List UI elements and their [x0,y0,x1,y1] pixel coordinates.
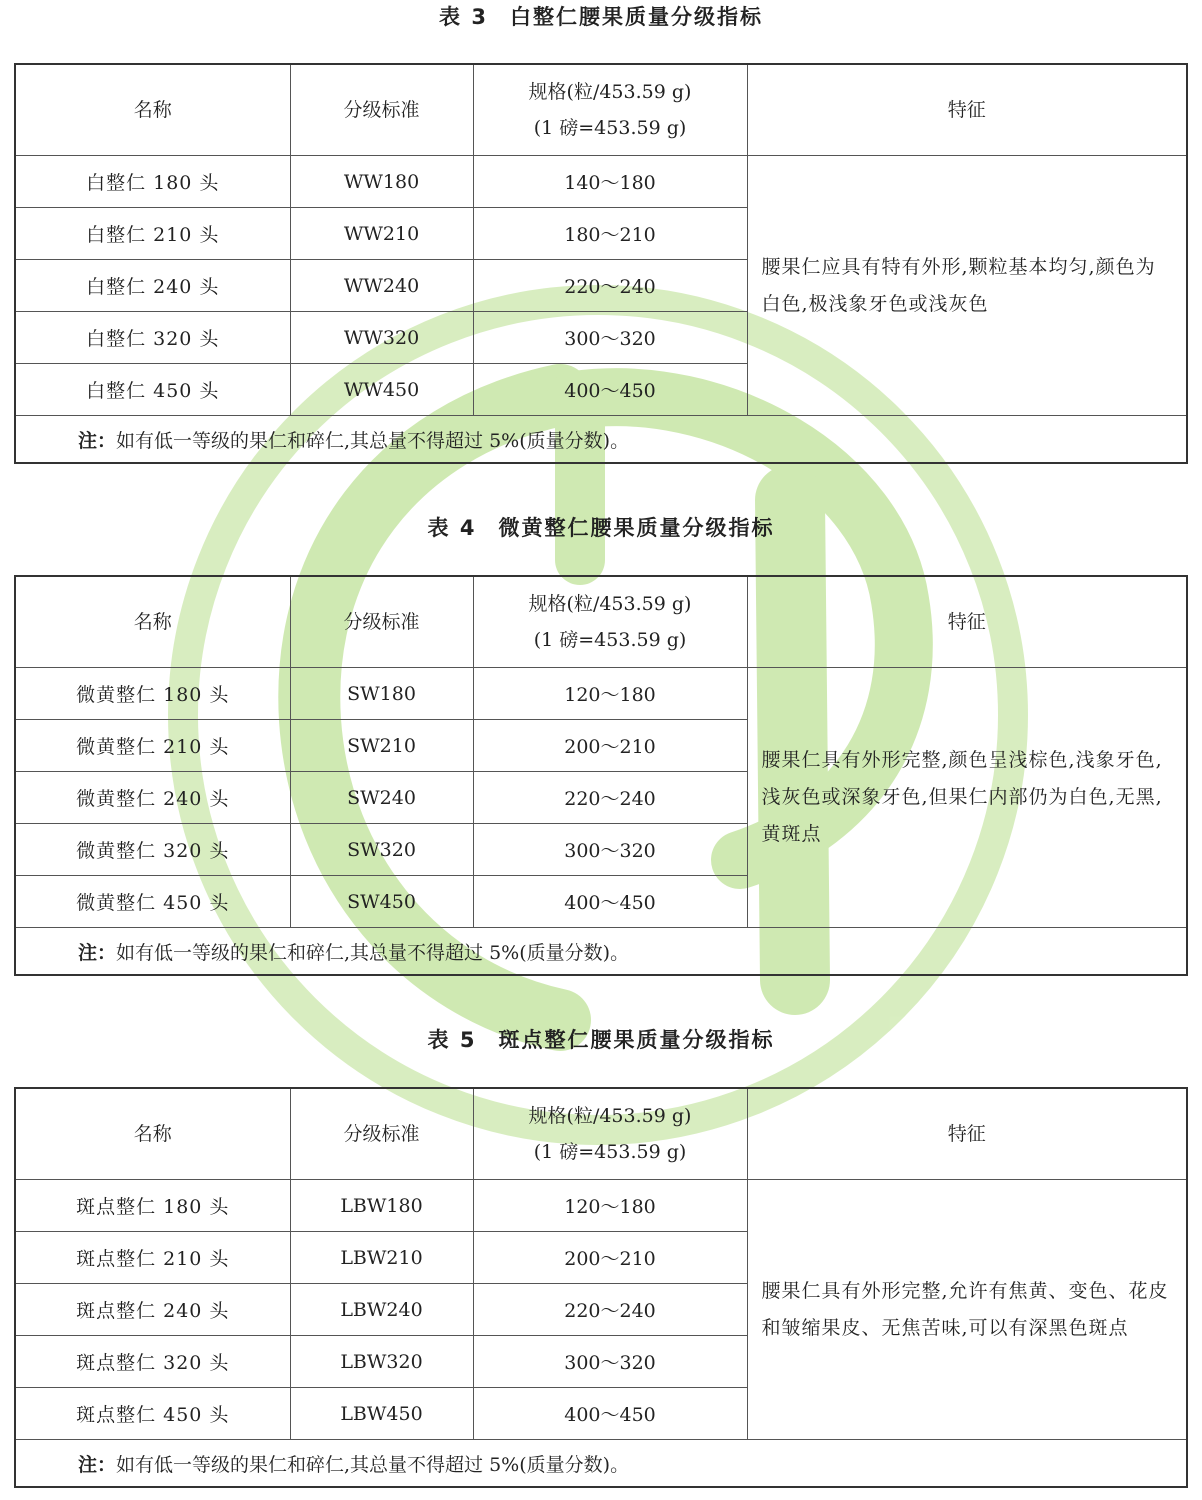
table-note [15,1440,1187,1488]
cell-grade: LBW180 [290,1180,473,1232]
header-spec [473,576,747,668]
cell-grade: SW320 [290,824,473,876]
table-caption [0,0,1202,34]
table-note [15,416,1187,464]
header-feature: 特征 [747,1088,1187,1180]
table-note [15,928,1187,976]
cell-grade: WW180 [290,156,473,208]
note-label: 注： [78,1453,117,1476]
cell-name: 白整仁 240 头 [15,260,290,312]
header-feature: 特征 [747,576,1187,668]
cell-grade: SW450 [290,876,473,928]
cell-spec: 400～450 [473,364,747,416]
table-caption [0,1023,1202,1057]
table-row [15,156,1187,208]
cell-grade: LBW450 [290,1388,473,1440]
table-row [15,1180,1187,1232]
table-5-section [0,1023,1202,1057]
table-title: 微黄整仁腰果质量分级指标 [498,516,775,540]
cell-spec: 120～180 [473,1180,747,1232]
cell-name: 微黄整仁 180 头 [15,668,290,720]
grading-table-4 [14,575,1188,976]
cell-name: 白整仁 210 头 [15,208,290,260]
cell-spec: 300～320 [473,312,747,364]
cell-name: 微黄整仁 320 头 [15,824,290,876]
cell-grade: WW240 [290,260,473,312]
header-grade: 分级标准 [290,64,473,156]
cell-name: 斑点整仁 320 头 [15,1336,290,1388]
table-4-section [0,511,1202,545]
cell-grade: WW320 [290,312,473,364]
header-spec-line1: 规格(粒/453.59 g) [528,81,692,103]
cell-spec: 300～320 [473,824,747,876]
cell-spec: 200～210 [473,1232,747,1284]
header-spec-line1: 规格(粒/453.59 g) [528,593,692,615]
header-name: 名称 [15,576,290,668]
cell-name: 白整仁 320 头 [15,312,290,364]
cell-name: 微黄整仁 240 头 [15,772,290,824]
cell-name: 白整仁 180 头 [15,156,290,208]
header-grade: 分级标准 [290,1088,473,1180]
cell-spec: 220～240 [473,260,747,312]
header-grade: 分级标准 [290,576,473,668]
table-3-section [0,0,1202,34]
header-spec-line2: (1 磅=453.59 g) [533,117,687,139]
note-text: 如有低一等级的果仁和碎仁,其总量不得超过 5%(质量分数)。 [116,1453,630,1476]
cell-spec: 140～180 [473,156,747,208]
table-caption [0,511,1202,545]
cell-name: 斑点整仁 450 头 [15,1388,290,1440]
header-spec [473,64,747,156]
cell-name: 斑点整仁 240 头 [15,1284,290,1336]
cell-grade: LBW320 [290,1336,473,1388]
note-text: 如有低一等级的果仁和碎仁,其总量不得超过 5%(质量分数)。 [116,941,630,964]
cell-spec: 300～320 [473,1336,747,1388]
cell-grade: WW210 [290,208,473,260]
cell-name: 微黄整仁 210 头 [15,720,290,772]
cell-name: 斑点整仁 180 头 [15,1180,290,1232]
cell-feature: 腰果仁具有外形完整,颜色呈浅棕色,浅象牙色,浅灰色或深象牙色,但果仁内部仍为白色,无黑,黄斑点 [747,668,1187,928]
table-row [15,668,1187,720]
cell-spec: 120～180 [473,668,747,720]
cell-spec: 200～210 [473,720,747,772]
cell-spec: 180～210 [473,208,747,260]
header-name: 名称 [15,1088,290,1180]
cell-spec: 220～240 [473,772,747,824]
grading-table-5 [14,1087,1188,1488]
cell-feature: 腰果仁应具有特有外形,颗粒基本均匀,颜色为白色,极浅象牙色或浅灰色 [747,156,1187,416]
cell-grade: LBW240 [290,1284,473,1336]
cell-spec: 400～450 [473,876,747,928]
grading-table-3 [14,63,1188,464]
note-text: 如有低一等级的果仁和碎仁,其总量不得超过 5%(质量分数)。 [116,429,630,452]
table-title: 斑点整仁腰果质量分级指标 [498,1028,775,1052]
cell-grade: LBW210 [290,1232,473,1284]
table-title: 白整仁腰果质量分级指标 [509,5,763,29]
header-name: 名称 [15,64,290,156]
cell-grade: SW240 [290,772,473,824]
header-spec [473,1088,747,1180]
cell-grade: WW450 [290,364,473,416]
cell-name: 白整仁 450 头 [15,364,290,416]
note-label: 注： [78,429,117,452]
table-number: 表 4 [427,516,477,540]
cell-spec: 400～450 [473,1388,747,1440]
cell-grade: SW180 [290,668,473,720]
table-number: 表 3 [439,5,488,29]
note-label: 注： [78,941,117,964]
table-number: 表 5 [427,1028,477,1052]
cell-feature: 腰果仁具有外形完整,允许有焦黄、变色、花皮和皱缩果皮、无焦苦味,可以有深黑色斑点 [747,1180,1187,1440]
header-feature: 特征 [747,64,1187,156]
cell-name: 微黄整仁 450 头 [15,876,290,928]
cell-name: 斑点整仁 210 头 [15,1232,290,1284]
cell-spec: 220～240 [473,1284,747,1336]
header-spec-line2: (1 磅=453.59 g) [533,629,687,651]
header-spec-line2: (1 磅=453.59 g) [533,1141,687,1163]
header-spec-line1: 规格(粒/453.59 g) [528,1105,692,1127]
cell-grade: SW210 [290,720,473,772]
